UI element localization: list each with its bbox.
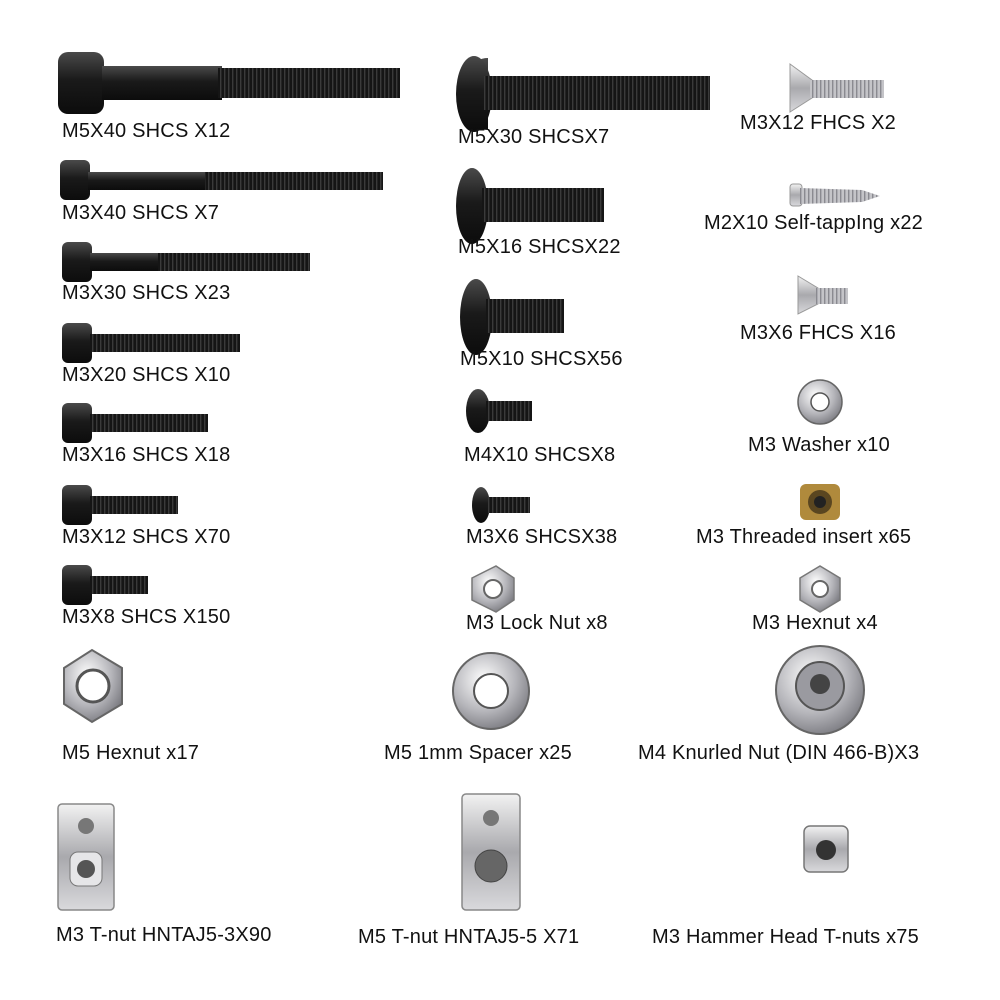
m3x12-shcs-icon	[62, 485, 178, 525]
m5-t-nut-icon	[462, 794, 520, 910]
m5x16-button-head-icon	[456, 168, 604, 244]
label-m3-lock-nut: M3 Lock Nut x8	[466, 612, 608, 634]
m3-lock-nut-icon	[472, 566, 514, 612]
label-m5x10-shcs: M5X10 SHCSX56	[460, 348, 623, 370]
label-m5x16-shcs: M5X16 SHCSX22	[458, 236, 621, 258]
m3x16-shcs-icon	[62, 403, 208, 443]
m4-knurled-nut-icon	[776, 646, 864, 734]
label-m3-t-nut: M3 T-nut HNTAJ5-3X90	[56, 924, 272, 946]
m3x30-shcs-icon	[62, 242, 310, 282]
label-m3-hammer-head-t-nut: M3 Hammer Head T-nuts x75	[652, 926, 919, 948]
label-m3-hexnut: M3 Hexnut x4	[752, 612, 878, 634]
label-m3x20-shcs: M3X20 SHCS X10	[62, 364, 231, 386]
m3x8-shcs-icon	[62, 565, 148, 605]
label-m5x30-shcs: M5X30 SHCSX7	[458, 126, 610, 148]
label-m3-washer: M3 Washer x10	[748, 434, 890, 456]
label-m4x10-shcs: M4X10 SHCSX8	[464, 444, 616, 466]
label-m3x30-shcs: M3X30 SHCS X23	[62, 282, 231, 304]
label-m3x8-shcs: M3X8 SHCS X150	[62, 606, 231, 628]
m5-hexnut-icon	[64, 650, 122, 722]
label-m5-hexnut: M5 Hexnut x17	[62, 742, 200, 764]
label-m5-t-nut: M5 T-nut HNTAJ5-5 X71	[358, 926, 580, 948]
m5x40-shcs-icon	[58, 52, 400, 114]
m3-washer-icon	[798, 380, 842, 424]
m3x40-shcs-icon	[60, 160, 383, 200]
m4x10-button-head-icon	[466, 389, 532, 433]
label-m3x40-shcs: M3X40 SHCS X7	[62, 202, 220, 224]
label-m3x6-shcs: M3X6 SHCSX38	[466, 526, 618, 548]
label-m3-threaded-insert: M3 Threaded insert x65	[696, 526, 912, 548]
label-m5-spacer: M5 1mm Spacer x25	[384, 742, 572, 764]
m5x30-button-head-icon	[456, 56, 710, 132]
m3-threaded-insert-icon	[800, 484, 840, 520]
label-m2x10-self-tapping: M2X10 Self-tappIng x22	[704, 212, 923, 234]
m5-spacer-icon	[453, 653, 529, 729]
label-m3x12-fhcs: M3X12 FHCS X2	[740, 112, 896, 134]
label-m3x12-shcs: M3X12 SHCS X70	[62, 526, 231, 548]
m3x6-button-head-icon	[472, 487, 530, 523]
m3x12-fhcs-icon	[790, 64, 884, 112]
label-m4-knurled-nut: M4 Knurled Nut (DIN 466-B)X3	[638, 742, 920, 764]
m3-hammer-head-t-nut-icon	[804, 826, 848, 872]
m3x6-fhcs-icon	[798, 276, 848, 314]
m3-t-nut-icon	[58, 804, 114, 910]
label-m3x16-shcs: M3X16 SHCS X18	[62, 444, 231, 466]
m5x10-button-head-icon	[460, 279, 564, 355]
m2x10-self-tapping-icon	[790, 184, 880, 206]
m3x20-shcs-icon	[62, 323, 240, 363]
label-m3x6-fhcs: M3X6 FHCS X16	[740, 322, 896, 344]
label-m5x40-shcs: M5X40 SHCS X12	[62, 120, 231, 142]
m3-hexnut-icon	[800, 566, 840, 612]
